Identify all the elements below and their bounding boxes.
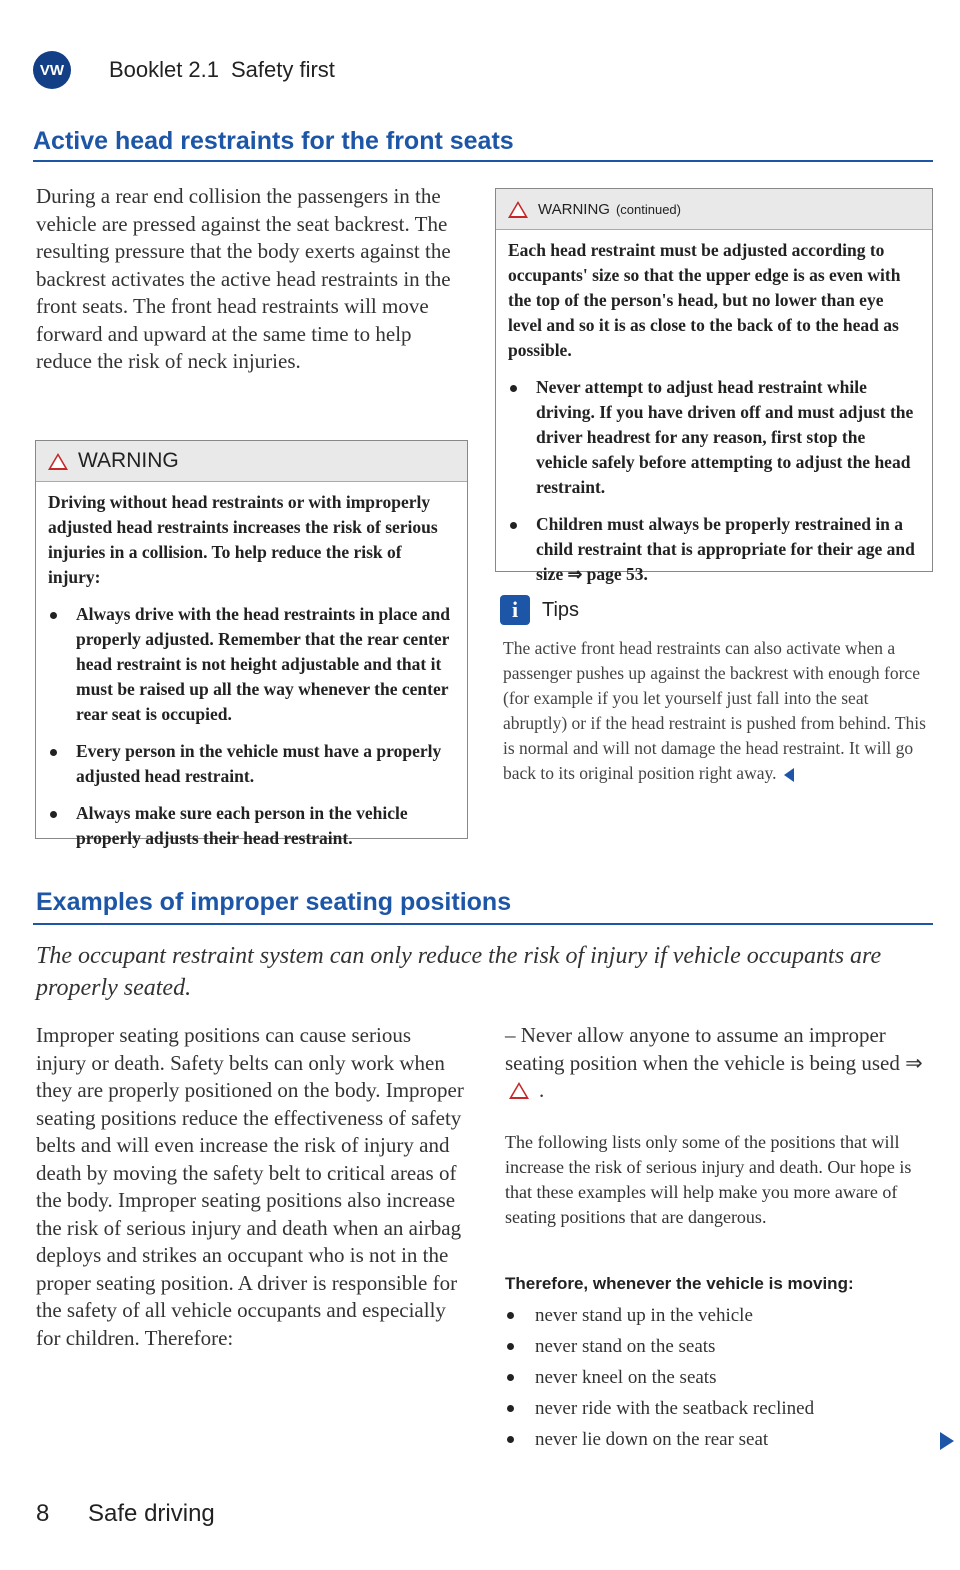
list-heading: Therefore, whenever the vehicle is moving: — [505, 1274, 854, 1293]
end-of-section-arrow-icon — [784, 768, 794, 782]
action-step-text: – Never allow anyone to assume an improper seating position when the vehicle is being used ⇒ — [505, 1023, 923, 1075]
tips-text — [503, 636, 931, 786]
chapter-title: Safe driving — [88, 1500, 215, 1527]
vw-logo-icon: VW — [33, 51, 71, 89]
warning-continued-box — [495, 188, 933, 584]
warning-box — [35, 440, 468, 848]
warning-continued-body — [496, 230, 932, 595]
page-number: 8 — [36, 1500, 50, 1527]
note-paragraph: The following lists only some of the positions that will increase the risk of serious injury and death. Our hope is that these examples will help make you more aware of seating positions that are dangerous. — [505, 1132, 912, 1227]
warning-triangle-icon — [508, 201, 528, 218]
warning-continued-bullet: Children must always be properly restrained in a child restraint that is appropriate for their age and size ⇒ page 53. — [508, 512, 920, 587]
warning-continued-bullet: Never attempt to adjust head restraint while driving. If you have driven off and must adjust the driver headrest for any reason, first stop the vehicle safely before attempting to adjust the head restraint. — [508, 375, 920, 500]
warning-continued-intro: Each head restraint must be adjusted according to occupants' size so that the upper edge is as even with the top of the person's head, but no lower than eye level and so it is as close to the back of to the head as possible. — [508, 240, 901, 360]
list-item: never kneel on the seats — [505, 1362, 935, 1393]
page-header — [33, 50, 335, 90]
tips-header — [500, 595, 579, 625]
section-divider — [33, 160, 933, 162]
booklet-number: 2.1 — [188, 57, 219, 82]
warning-intro: Driving without head restraints or with improperly adjusted head restraints increases the risk of serious injuries in a collision. To help reduce the risk of injury: — [48, 492, 438, 587]
list-item: never stand up in the vehicle — [505, 1300, 935, 1331]
continued-label: (continued) — [615, 201, 681, 217]
list-item: never ride with the seatback reclined — [505, 1393, 935, 1424]
list-item: never stand on the seats — [505, 1331, 935, 1362]
section-title: Safety first — [230, 57, 335, 82]
warning-bullet: Always make sure each person in the vehicle properly adjusts their head restraint. — [48, 801, 455, 851]
booklet-label — [109, 57, 335, 83]
intro-paragraph: During a rear end collision the passengers in the vehicle are pressed against the seat backrest. The resulting pressure that the body exerts against the backrest activates the active head restraints in the front seats. The front head restraints will move forward and upward at the same time to help reduce the risk of neck injuries. — [36, 184, 451, 373]
warning-header — [36, 441, 467, 482]
info-icon: i — [500, 595, 530, 625]
warning-triangle-icon — [48, 453, 68, 470]
continue-next-page-icon — [940, 1432, 954, 1450]
warning-title: WARNING — [78, 449, 179, 472]
improper-positions-list — [505, 1300, 935, 1455]
section-heading-seating-positions: Examples of improper seating positions — [36, 888, 512, 916]
warning-body — [36, 482, 467, 859]
list-item: never lie down on the rear seat — [505, 1424, 935, 1455]
warning-continued-title: WARNING — [538, 200, 610, 218]
section-divider — [33, 923, 933, 925]
tips-title: Tips — [542, 598, 580, 621]
warning-continued-header — [496, 189, 932, 230]
booklet-word: Booklet — [109, 57, 183, 82]
warning-bullet: Every person in the vehicle must have a properly adjusted head restraint. — [48, 739, 455, 789]
warning-reference-icon — [509, 1082, 529, 1099]
seating-paragraph: Improper seating positions can cause serious injury or death. Safety belts can only work when they are properly positioned on the body. Improper seating positions reduce the effectiveness of safety belts and will even increase the risk of injury and death by moving the safety belt to critical areas of the body. Improper seating positions also increase the risk of serious injury and death when an airbag deploys and strikes an occupant who is not in the proper seating position. A driver is responsible for the safety of all vehicle occupants and especially for children. Therefore: — [36, 1023, 464, 1350]
warning-bullet: Always drive with the head restraints in place and properly adjusted. Remember that the rear center head restraint is not height adjustable and that it must be raised up all the way whenever the center rear seat is occupied. — [48, 602, 455, 727]
section-intro: The occupant restraint system can only reduce the risk of injury if vehicle occupants are properly seated. — [36, 943, 882, 1001]
section-heading-head-restraints: Active head restraints for the front seats — [33, 127, 514, 155]
action-step: – Never allow anyone to assume an improper seating position when the vehicle is being used ⇒ . — [505, 1023, 923, 1102]
page-footer — [36, 1500, 215, 1528]
tips-paragraph: The active front head restraints can also activate when a passenger pushes up against the backrest with enough force (for example if you let yourself just fall into the seat abruptly) or if the head restraint is pushed from behind. This is normal and will not damage the head restraint. It will go back to its original position right away. — [503, 638, 926, 783]
